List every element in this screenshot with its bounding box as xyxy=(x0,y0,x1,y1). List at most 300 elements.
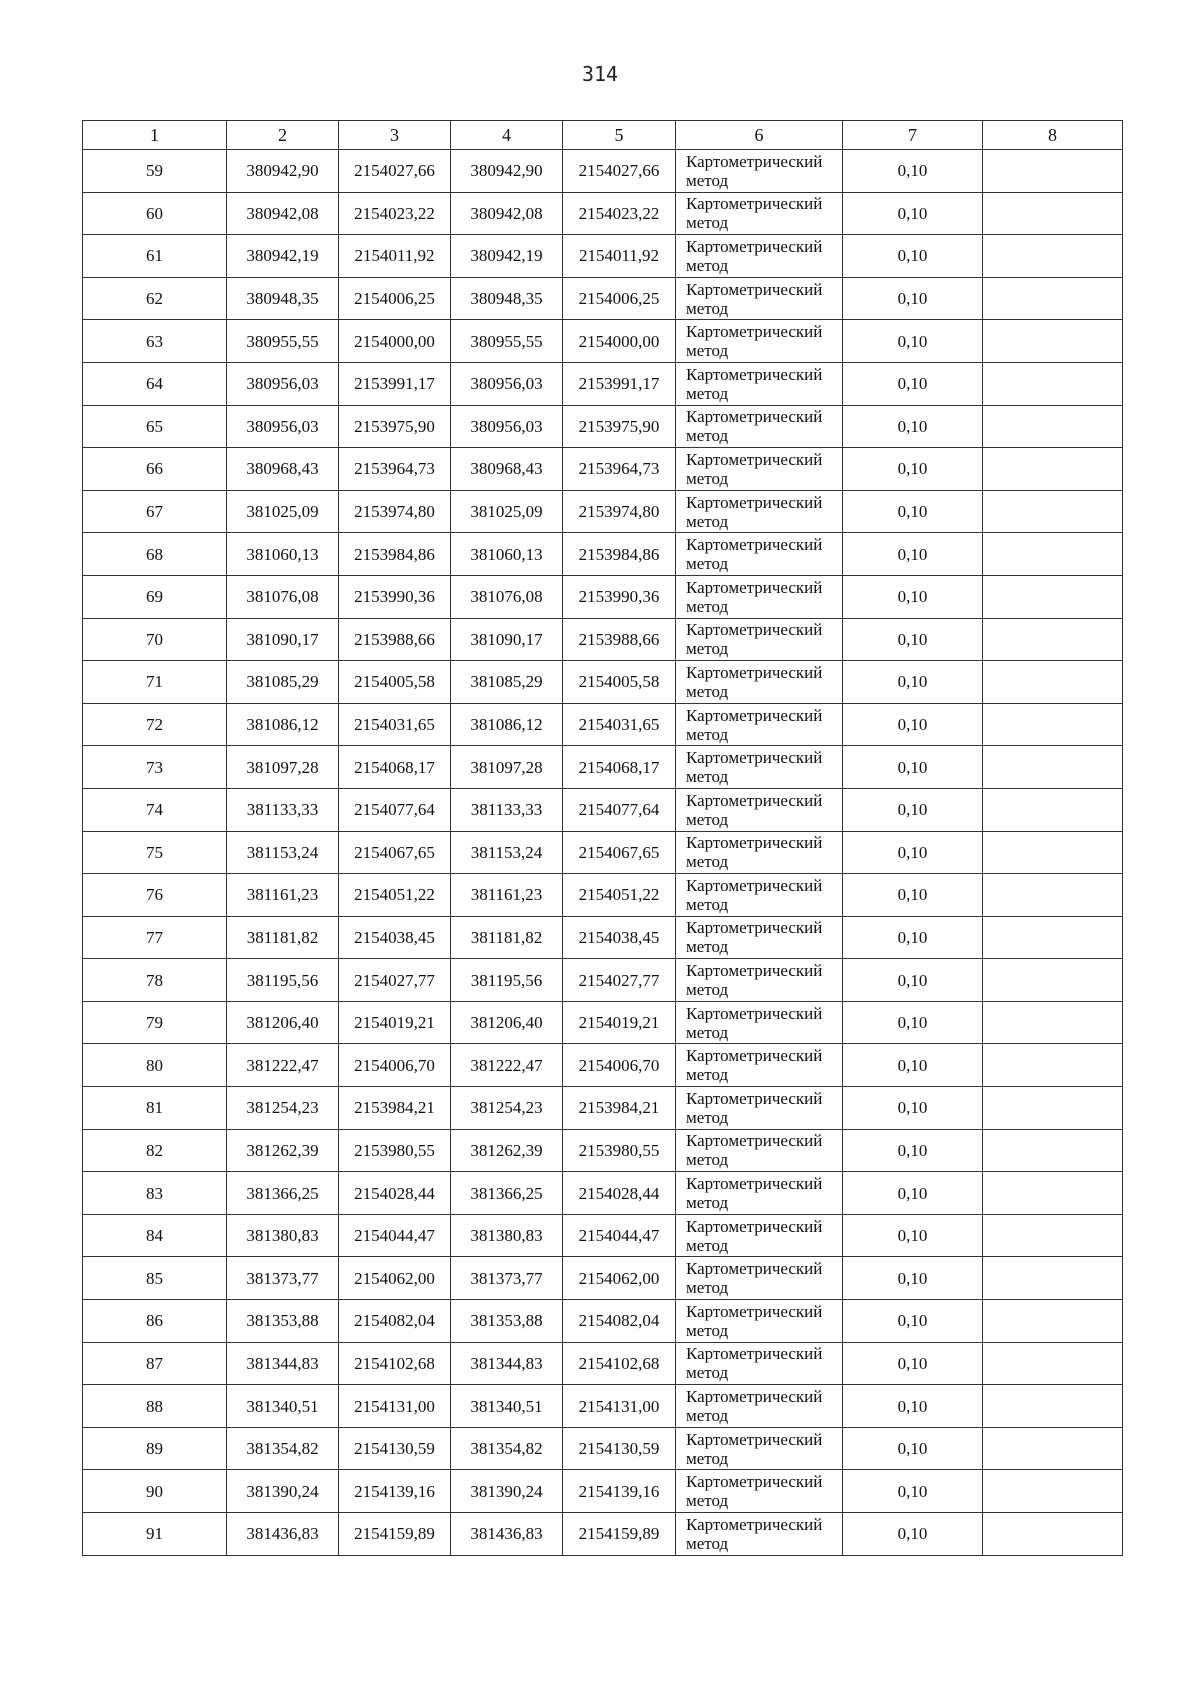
x-coord-cell: 380956,03 xyxy=(451,405,563,448)
accuracy-cell: 0,10 xyxy=(843,1044,983,1087)
accuracy-cell: 0,10 xyxy=(843,235,983,278)
point-number-cell: 68 xyxy=(83,533,227,576)
x-coord-cell: 380956,03 xyxy=(227,362,339,405)
notes-cell xyxy=(983,362,1123,405)
point-number-cell: 73 xyxy=(83,746,227,789)
y-coord-cell: 2154027,77 xyxy=(563,959,676,1002)
x-coord-cell: 380942,90 xyxy=(227,150,339,193)
y-coord-cell: 2153974,80 xyxy=(563,490,676,533)
method-cell: Картометрический метод xyxy=(676,1001,843,1044)
y-coord-cell: 2154102,68 xyxy=(563,1342,676,1385)
y-coord-cell: 2153975,90 xyxy=(563,405,676,448)
header-col-1: 1 xyxy=(83,121,227,150)
x-coord-cell: 381390,24 xyxy=(227,1470,339,1513)
y-coord-cell: 2154082,04 xyxy=(339,1300,451,1343)
method-cell: Картометрический метод xyxy=(676,362,843,405)
x-coord-cell: 381390,24 xyxy=(451,1470,563,1513)
method-cell: Картометрический метод xyxy=(676,448,843,491)
point-number-cell: 63 xyxy=(83,320,227,363)
table-row xyxy=(83,1001,1123,1044)
notes-cell xyxy=(983,533,1123,576)
method-cell: Картометрический метод xyxy=(676,405,843,448)
x-coord-cell: 381090,17 xyxy=(451,618,563,661)
table-row xyxy=(83,1342,1123,1385)
y-coord-cell: 2154011,92 xyxy=(563,235,676,278)
x-coord-cell: 381436,83 xyxy=(451,1513,563,1556)
notes-cell xyxy=(983,192,1123,235)
method-cell: Картометрический метод xyxy=(676,1342,843,1385)
point-number-cell: 88 xyxy=(83,1385,227,1428)
x-coord-cell: 381086,12 xyxy=(451,703,563,746)
x-coord-cell: 380956,03 xyxy=(227,405,339,448)
notes-cell xyxy=(983,1342,1123,1385)
x-coord-cell: 381344,83 xyxy=(451,1342,563,1385)
x-coord-cell: 381366,25 xyxy=(451,1172,563,1215)
accuracy-cell: 0,10 xyxy=(843,405,983,448)
notes-cell xyxy=(983,874,1123,917)
y-coord-cell: 2154062,00 xyxy=(563,1257,676,1300)
y-coord-cell: 2154000,00 xyxy=(563,320,676,363)
point-number-cell: 87 xyxy=(83,1342,227,1385)
x-coord-cell: 381133,33 xyxy=(227,788,339,831)
accuracy-cell: 0,10 xyxy=(843,448,983,491)
point-number-cell: 67 xyxy=(83,490,227,533)
x-coord-cell: 381097,28 xyxy=(451,746,563,789)
table-row xyxy=(83,831,1123,874)
accuracy-cell: 0,10 xyxy=(843,320,983,363)
accuracy-cell: 0,10 xyxy=(843,1470,983,1513)
y-coord-cell: 2154019,21 xyxy=(339,1001,451,1044)
y-coord-cell: 2154023,22 xyxy=(563,192,676,235)
table-row xyxy=(83,1385,1123,1428)
method-cell: Картометрический метод xyxy=(676,788,843,831)
method-cell: Картометрический метод xyxy=(676,490,843,533)
point-number-cell: 74 xyxy=(83,788,227,831)
y-coord-cell: 2154131,00 xyxy=(563,1385,676,1428)
y-coord-cell: 2154023,22 xyxy=(339,192,451,235)
table-row xyxy=(83,874,1123,917)
notes-cell xyxy=(983,703,1123,746)
y-coord-cell: 2154159,89 xyxy=(563,1513,676,1556)
point-number-cell: 86 xyxy=(83,1300,227,1343)
x-coord-cell: 381340,51 xyxy=(227,1385,339,1428)
table-row xyxy=(83,1129,1123,1172)
table-row xyxy=(83,916,1123,959)
accuracy-cell: 0,10 xyxy=(843,533,983,576)
y-coord-cell: 2154019,21 xyxy=(563,1001,676,1044)
x-coord-cell: 381254,23 xyxy=(451,1087,563,1130)
y-coord-cell: 2153964,73 xyxy=(339,448,451,491)
accuracy-cell: 0,10 xyxy=(843,1129,983,1172)
x-coord-cell: 381380,83 xyxy=(451,1214,563,1257)
accuracy-cell: 0,10 xyxy=(843,1214,983,1257)
table-row xyxy=(83,1214,1123,1257)
accuracy-cell: 0,10 xyxy=(843,874,983,917)
x-coord-cell: 381181,82 xyxy=(227,916,339,959)
notes-cell xyxy=(983,1087,1123,1130)
y-coord-cell: 2154139,16 xyxy=(563,1470,676,1513)
accuracy-cell: 0,10 xyxy=(843,1257,983,1300)
x-coord-cell: 381222,47 xyxy=(451,1044,563,1087)
y-coord-cell: 2154006,25 xyxy=(339,277,451,320)
accuracy-cell: 0,10 xyxy=(843,277,983,320)
header-col-5: 5 xyxy=(563,121,676,150)
y-coord-cell: 2154067,65 xyxy=(563,831,676,874)
y-coord-cell: 2154130,59 xyxy=(339,1427,451,1470)
x-coord-cell: 381353,88 xyxy=(451,1300,563,1343)
table-row xyxy=(83,1044,1123,1087)
notes-cell xyxy=(983,788,1123,831)
x-coord-cell: 381380,83 xyxy=(227,1214,339,1257)
x-coord-cell: 381086,12 xyxy=(227,703,339,746)
table-row xyxy=(83,1427,1123,1470)
table-row xyxy=(83,490,1123,533)
accuracy-cell: 0,10 xyxy=(843,1385,983,1428)
notes-cell xyxy=(983,405,1123,448)
x-coord-cell: 380955,55 xyxy=(227,320,339,363)
y-coord-cell: 2153980,55 xyxy=(563,1129,676,1172)
page-number: 314 xyxy=(581,62,619,86)
notes-cell xyxy=(983,1427,1123,1470)
x-coord-cell: 381206,40 xyxy=(227,1001,339,1044)
method-cell: Картометрический метод xyxy=(676,874,843,917)
point-number-cell: 59 xyxy=(83,150,227,193)
point-number-cell: 90 xyxy=(83,1470,227,1513)
method-cell: Картометрический метод xyxy=(676,235,843,278)
point-number-cell: 62 xyxy=(83,277,227,320)
y-coord-cell: 2154068,17 xyxy=(339,746,451,789)
y-coord-cell: 2153984,21 xyxy=(339,1087,451,1130)
x-coord-cell: 380968,43 xyxy=(227,448,339,491)
x-coord-cell: 381262,39 xyxy=(227,1129,339,1172)
accuracy-cell: 0,10 xyxy=(843,575,983,618)
table-row xyxy=(83,959,1123,1002)
method-cell: Картометрический метод xyxy=(676,575,843,618)
y-coord-cell: 2154044,47 xyxy=(339,1214,451,1257)
x-coord-cell: 381181,82 xyxy=(451,916,563,959)
point-number-cell: 78 xyxy=(83,959,227,1002)
y-coord-cell: 2154159,89 xyxy=(339,1513,451,1556)
method-cell: Картометрический метод xyxy=(676,746,843,789)
y-coord-cell: 2154102,68 xyxy=(339,1342,451,1385)
method-cell: Картометрический метод xyxy=(676,1257,843,1300)
point-number-cell: 72 xyxy=(83,703,227,746)
notes-cell xyxy=(983,959,1123,1002)
y-coord-cell: 2153974,80 xyxy=(339,490,451,533)
table-body xyxy=(83,150,1123,1556)
method-cell: Картометрический метод xyxy=(676,277,843,320)
method-cell: Картометрический метод xyxy=(676,1513,843,1556)
notes-cell xyxy=(983,1513,1123,1556)
y-coord-cell: 2154006,70 xyxy=(339,1044,451,1087)
y-coord-cell: 2154044,47 xyxy=(563,1214,676,1257)
y-coord-cell: 2154005,58 xyxy=(563,661,676,704)
y-coord-cell: 2154077,64 xyxy=(563,788,676,831)
y-coord-cell: 2153984,86 xyxy=(339,533,451,576)
x-coord-cell: 381161,23 xyxy=(227,874,339,917)
x-coord-cell: 381097,28 xyxy=(227,746,339,789)
method-cell: Картометрический метод xyxy=(676,916,843,959)
notes-cell xyxy=(983,916,1123,959)
x-coord-cell: 381133,33 xyxy=(451,788,563,831)
notes-cell xyxy=(983,448,1123,491)
y-coord-cell: 2153975,90 xyxy=(339,405,451,448)
accuracy-cell: 0,10 xyxy=(843,1172,983,1215)
method-cell: Картометрический метод xyxy=(676,1044,843,1087)
y-coord-cell: 2154006,25 xyxy=(563,277,676,320)
point-number-cell: 80 xyxy=(83,1044,227,1087)
x-coord-cell: 381373,77 xyxy=(451,1257,563,1300)
x-coord-cell: 381344,83 xyxy=(227,1342,339,1385)
x-coord-cell: 381153,24 xyxy=(451,831,563,874)
x-coord-cell: 381373,77 xyxy=(227,1257,339,1300)
x-coord-cell: 381353,88 xyxy=(227,1300,339,1343)
y-coord-cell: 2154031,65 xyxy=(339,703,451,746)
accuracy-cell: 0,10 xyxy=(843,1001,983,1044)
x-coord-cell: 381090,17 xyxy=(227,618,339,661)
method-cell: Картометрический метод xyxy=(676,959,843,1002)
notes-cell xyxy=(983,618,1123,661)
accuracy-cell: 0,10 xyxy=(843,1087,983,1130)
x-coord-cell: 380942,19 xyxy=(227,235,339,278)
y-coord-cell: 2154139,16 xyxy=(339,1470,451,1513)
x-coord-cell: 380942,19 xyxy=(451,235,563,278)
x-coord-cell: 381085,29 xyxy=(451,661,563,704)
y-coord-cell: 2153991,17 xyxy=(339,362,451,405)
x-coord-cell: 380942,90 xyxy=(451,150,563,193)
point-number-cell: 75 xyxy=(83,831,227,874)
point-number-cell: 76 xyxy=(83,874,227,917)
method-cell: Картометрический метод xyxy=(676,533,843,576)
x-coord-cell: 381025,09 xyxy=(451,490,563,533)
notes-cell xyxy=(983,320,1123,363)
header-col-4: 4 xyxy=(451,121,563,150)
method-cell: Картометрический метод xyxy=(676,661,843,704)
table-row xyxy=(83,703,1123,746)
x-coord-cell: 380942,08 xyxy=(451,192,563,235)
y-coord-cell: 2154130,59 xyxy=(563,1427,676,1470)
notes-cell xyxy=(983,1300,1123,1343)
y-coord-cell: 2153980,55 xyxy=(339,1129,451,1172)
x-coord-cell: 381262,39 xyxy=(451,1129,563,1172)
notes-cell xyxy=(983,831,1123,874)
accuracy-cell: 0,10 xyxy=(843,831,983,874)
accuracy-cell: 0,10 xyxy=(843,362,983,405)
table-row xyxy=(83,1513,1123,1556)
x-coord-cell: 381025,09 xyxy=(227,490,339,533)
table-row xyxy=(83,575,1123,618)
accuracy-cell: 0,10 xyxy=(843,959,983,1002)
accuracy-cell: 0,10 xyxy=(843,703,983,746)
notes-cell xyxy=(983,1001,1123,1044)
accuracy-cell: 0,10 xyxy=(843,916,983,959)
notes-cell xyxy=(983,746,1123,789)
y-coord-cell: 2154067,65 xyxy=(339,831,451,874)
x-coord-cell: 380948,35 xyxy=(227,277,339,320)
accuracy-cell: 0,10 xyxy=(843,490,983,533)
x-coord-cell: 381254,23 xyxy=(227,1087,339,1130)
y-coord-cell: 2154068,17 xyxy=(563,746,676,789)
notes-cell xyxy=(983,575,1123,618)
method-cell: Картометрический метод xyxy=(676,1385,843,1428)
y-coord-cell: 2154027,66 xyxy=(339,150,451,193)
x-coord-cell: 381436,83 xyxy=(227,1513,339,1556)
point-number-cell: 79 xyxy=(83,1001,227,1044)
y-coord-cell: 2154077,64 xyxy=(339,788,451,831)
method-cell: Картометрический метод xyxy=(676,703,843,746)
table-row xyxy=(83,1172,1123,1215)
y-coord-cell: 2154028,44 xyxy=(339,1172,451,1215)
y-coord-cell: 2154000,00 xyxy=(339,320,451,363)
table-row xyxy=(83,277,1123,320)
notes-cell xyxy=(983,1257,1123,1300)
point-number-cell: 82 xyxy=(83,1129,227,1172)
y-coord-cell: 2154131,00 xyxy=(339,1385,451,1428)
y-coord-cell: 2154028,44 xyxy=(563,1172,676,1215)
x-coord-cell: 380942,08 xyxy=(227,192,339,235)
accuracy-cell: 0,10 xyxy=(843,618,983,661)
table-row xyxy=(83,1300,1123,1343)
method-cell: Картометрический метод xyxy=(676,1300,843,1343)
accuracy-cell: 0,10 xyxy=(843,746,983,789)
x-coord-cell: 381354,82 xyxy=(451,1427,563,1470)
method-cell: Картометрический метод xyxy=(676,618,843,661)
y-coord-cell: 2153988,66 xyxy=(339,618,451,661)
header-row xyxy=(83,121,1123,150)
point-number-cell: 89 xyxy=(83,1427,227,1470)
table-row xyxy=(83,746,1123,789)
y-coord-cell: 2153990,36 xyxy=(339,575,451,618)
x-coord-cell: 381153,24 xyxy=(227,831,339,874)
notes-cell xyxy=(983,277,1123,320)
y-coord-cell: 2154006,70 xyxy=(563,1044,676,1087)
x-coord-cell: 381195,56 xyxy=(451,959,563,1002)
point-number-cell: 83 xyxy=(83,1172,227,1215)
method-cell: Картометрический метод xyxy=(676,1214,843,1257)
table-row xyxy=(83,788,1123,831)
table-row xyxy=(83,1257,1123,1300)
notes-cell xyxy=(983,1214,1123,1257)
table-row xyxy=(83,150,1123,193)
point-number-cell: 77 xyxy=(83,916,227,959)
y-coord-cell: 2154027,77 xyxy=(339,959,451,1002)
header-col-3: 3 xyxy=(339,121,451,150)
x-coord-cell: 380968,43 xyxy=(451,448,563,491)
accuracy-cell: 0,10 xyxy=(843,1300,983,1343)
y-coord-cell: 2154027,66 xyxy=(563,150,676,193)
notes-cell xyxy=(983,1044,1123,1087)
point-number-cell: 85 xyxy=(83,1257,227,1300)
notes-cell xyxy=(983,490,1123,533)
method-cell: Картометрический метод xyxy=(676,1470,843,1513)
x-coord-cell: 380948,35 xyxy=(451,277,563,320)
header-col-7: 7 xyxy=(843,121,983,150)
y-coord-cell: 2154082,04 xyxy=(563,1300,676,1343)
table-row xyxy=(83,1087,1123,1130)
accuracy-cell: 0,10 xyxy=(843,192,983,235)
point-number-cell: 65 xyxy=(83,405,227,448)
table-row xyxy=(83,1470,1123,1513)
x-coord-cell: 381060,13 xyxy=(451,533,563,576)
x-coord-cell: 381366,25 xyxy=(227,1172,339,1215)
point-number-cell: 71 xyxy=(83,661,227,704)
table-row xyxy=(83,533,1123,576)
point-number-cell: 64 xyxy=(83,362,227,405)
point-number-cell: 70 xyxy=(83,618,227,661)
y-coord-cell: 2153984,86 xyxy=(563,533,676,576)
accuracy-cell: 0,10 xyxy=(843,1427,983,1470)
accuracy-cell: 0,10 xyxy=(843,788,983,831)
method-cell: Картометрический метод xyxy=(676,192,843,235)
x-coord-cell: 381195,56 xyxy=(227,959,339,1002)
point-number-cell: 84 xyxy=(83,1214,227,1257)
method-cell: Картометрический метод xyxy=(676,1129,843,1172)
accuracy-cell: 0,10 xyxy=(843,1342,983,1385)
method-cell: Картометрический метод xyxy=(676,831,843,874)
x-coord-cell: 381076,08 xyxy=(451,575,563,618)
x-coord-cell: 380955,55 xyxy=(451,320,563,363)
table-row xyxy=(83,192,1123,235)
y-coord-cell: 2154051,22 xyxy=(563,874,676,917)
method-cell: Картометрический метод xyxy=(676,1087,843,1130)
y-coord-cell: 2153964,73 xyxy=(563,448,676,491)
x-coord-cell: 381060,13 xyxy=(227,533,339,576)
x-coord-cell: 380956,03 xyxy=(451,362,563,405)
x-coord-cell: 381161,23 xyxy=(451,874,563,917)
y-coord-cell: 2154038,45 xyxy=(563,916,676,959)
accuracy-cell: 0,10 xyxy=(843,1513,983,1556)
method-cell: Картометрический метод xyxy=(676,1427,843,1470)
y-coord-cell: 2153988,66 xyxy=(563,618,676,661)
y-coord-cell: 2154011,92 xyxy=(339,235,451,278)
point-number-cell: 69 xyxy=(83,575,227,618)
header-col-8: 8 xyxy=(983,121,1123,150)
point-number-cell: 66 xyxy=(83,448,227,491)
table-row xyxy=(83,405,1123,448)
accuracy-cell: 0,10 xyxy=(843,661,983,704)
x-coord-cell: 381340,51 xyxy=(451,1385,563,1428)
notes-cell xyxy=(983,1129,1123,1172)
notes-cell xyxy=(983,235,1123,278)
table-row xyxy=(83,320,1123,363)
y-coord-cell: 2154005,58 xyxy=(339,661,451,704)
y-coord-cell: 2154038,45 xyxy=(339,916,451,959)
x-coord-cell: 381354,82 xyxy=(227,1427,339,1470)
table-row xyxy=(83,235,1123,278)
notes-cell xyxy=(983,1470,1123,1513)
point-number-cell: 91 xyxy=(83,1513,227,1556)
y-coord-cell: 2153991,17 xyxy=(563,362,676,405)
table-row xyxy=(83,618,1123,661)
x-coord-cell: 381222,47 xyxy=(227,1044,339,1087)
method-cell: Картометрический метод xyxy=(676,150,843,193)
header-col-6: 6 xyxy=(676,121,843,150)
accuracy-cell: 0,10 xyxy=(843,150,983,193)
table-row xyxy=(83,362,1123,405)
notes-cell xyxy=(983,661,1123,704)
y-coord-cell: 2154062,00 xyxy=(339,1257,451,1300)
x-coord-cell: 381206,40 xyxy=(451,1001,563,1044)
notes-cell xyxy=(983,1172,1123,1215)
point-number-cell: 81 xyxy=(83,1087,227,1130)
y-coord-cell: 2153984,21 xyxy=(563,1087,676,1130)
notes-cell xyxy=(983,150,1123,193)
method-cell: Картометрический метод xyxy=(676,320,843,363)
method-cell: Картометрический метод xyxy=(676,1172,843,1215)
point-number-cell: 61 xyxy=(83,235,227,278)
table-row xyxy=(83,448,1123,491)
point-number-cell: 60 xyxy=(83,192,227,235)
